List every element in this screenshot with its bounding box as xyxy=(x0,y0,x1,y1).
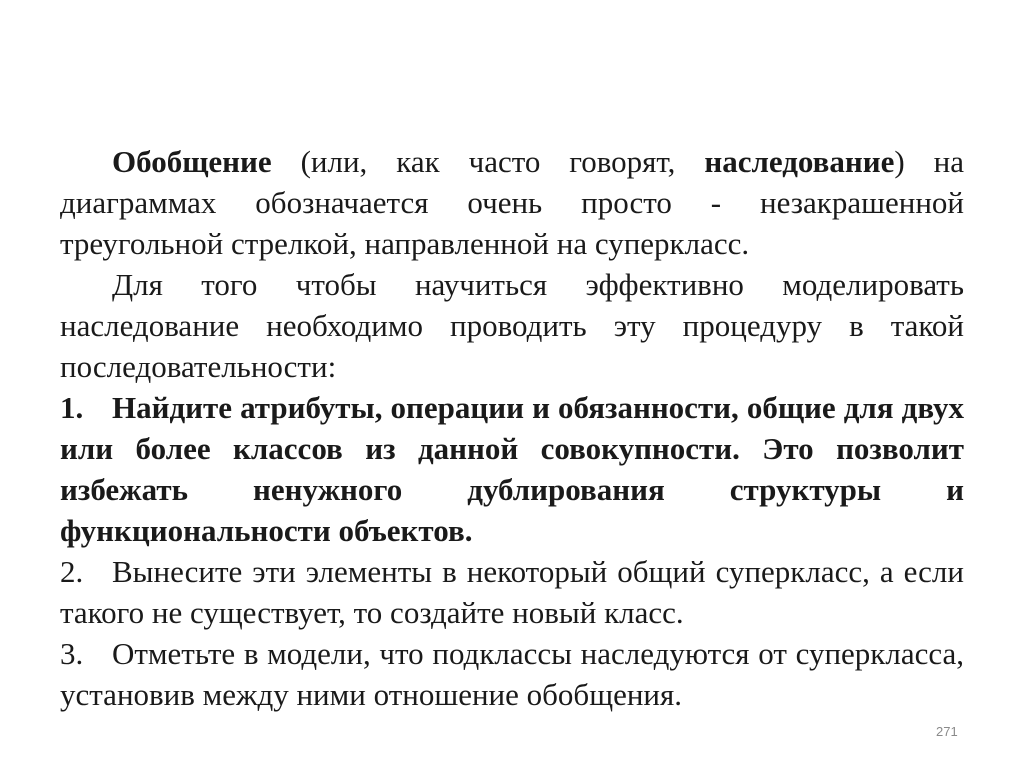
step-text-1: Найдите атрибуты, операции и обязанности, общие для двух или более классов из данной совокупности. Это позволит избежать ненужного дублирования структуры и функциональности объектов. xyxy=(60,390,964,548)
step-item-3 xyxy=(60,633,964,715)
step-text-3: Отметьте в модели, что подклассы наследуются от суперкласса, установив между ними отношение обобщения. xyxy=(60,636,964,712)
term-inheritance: наследование xyxy=(704,144,895,179)
procedure-text: Для того чтобы научиться эффективно моделировать наследование необходимо проводить эту процедуру в такой последовательности: xyxy=(60,267,964,384)
step-number-1: 1. xyxy=(60,390,84,425)
term-generalization: Обобщение xyxy=(112,144,272,179)
intro-text-part-1: (или, как часто говорят, xyxy=(271,144,705,179)
intro-paragraph-procedure xyxy=(60,264,964,387)
step-number-2: 2. xyxy=(60,554,84,589)
slide-body-text xyxy=(60,141,964,715)
step-item-1 xyxy=(60,387,964,551)
step-item-2 xyxy=(60,551,964,633)
intro-paragraph-generalization xyxy=(60,141,964,264)
step-number-3: 3. xyxy=(60,636,84,671)
intro-text-part-2: ) на диаграммах обозначается очень просто - незакрашенной треугольной стрелкой, направленной на суперкласс. xyxy=(60,144,964,261)
page-number: 271 xyxy=(936,724,958,739)
step-text-2: Вынесите эти элементы в некоторый общий суперкласс, а если такого не существует, то создайте новый класс. xyxy=(60,554,964,630)
